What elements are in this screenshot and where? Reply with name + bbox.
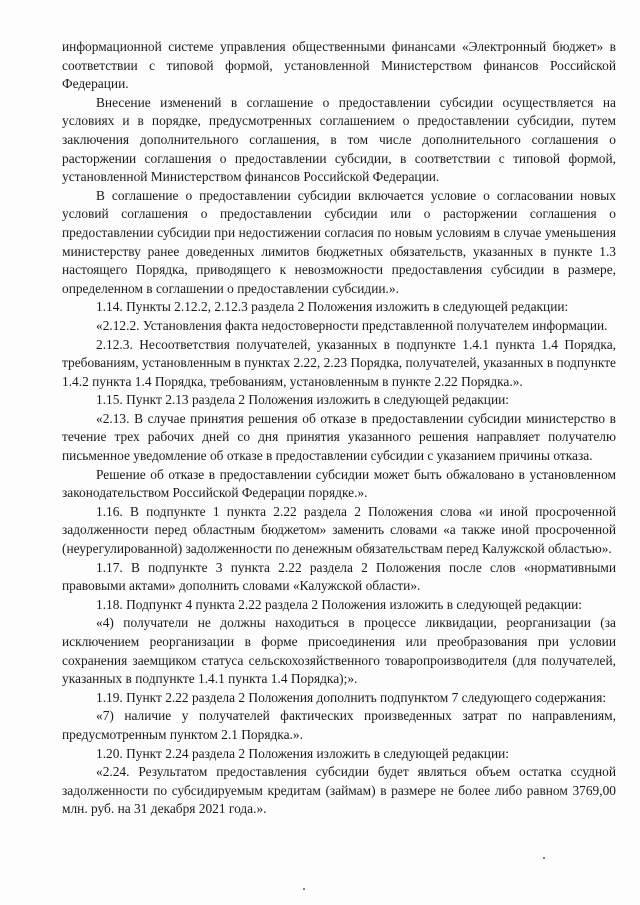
paragraph-17: «2.24. Результатом предоставления субсидии будет являться объем остатка ссудной задолженности по субсидируемым кредитам (займам) в размере не более либо равном 3769,00 млн. руб. на 31 декабря 2021 года.». [62,764,616,817]
scan-speck [303,888,305,890]
paragraph-5: «2.12.2. Установления факта недостоверности представленной получателем информации. [96,317,608,333]
paragraph-15: «7) наличие у получателей фактических произведенных затрат по направлениям, предусмотренным пунктом 2.1 Порядка.». [62,708,616,742]
paragraph-2: Внесение изменений в соглашение о предоставлении субсидии осуществляется на условиях и в порядке, предусмотренных соглашением о предоставлении субсидии, путем заключения дополнительного соглашения, в том числе дополнительного соглашения о расторжении соглашения о предоставлении субсидии, в соответствии с типовой формой, установленной Министерством финансов Российской Федерации. [62,94,616,185]
paragraph-13: «4) получатели не должны находиться в процессе ликвидации, реорганизации (за исключением реорганизации в форме присоединения или преобразования при условии сохранения заемщиком статуса сельскохозяйственного товаропроизводителя (для получателей, указанных в подпункте 1.4.1 пункта 1.4 Порядка);». [62,615,616,687]
paragraph-1: информационной системе управления общественными финансами «Электронный бюджет» в соответствии с типовой формой, установленной Министерством финансов Российской Федерации. [62,39,616,92]
paragraph-7: 1.15. Пункт 2.13 раздела 2 Положения изложить в следующей редакции: [96,392,510,408]
paragraph-14: 1.19. Пункт 2.22 раздела 2 Положения дополнить подпунктом 7 следующего содержания: [96,689,607,705]
paragraph-10: 1.16. В подпункте 1 пункта 2.22 раздела 2 Положения слова «и иной просроченной задолженности перед областным бюджетом» заменить словами «а также иной просроченной (неурегулированной) задолженности по денежным обязательствам перед Калужской областью». [62,503,616,557]
paragraph-9: Решение об отказе в предоставлении субсидии может быть обжаловано в установленном законодательством Российской Федерации порядке.». [62,466,616,501]
paragraph-3: В соглашение о предоставлении субсидии включается условие о согласовании новых условий соглашения о предоставлении субсидии или о расторжении соглашения о предоставлении субсидии при недостижении согласия по новым условиям в случае уменьшения министерству ранее доведенных лимитов бюджетных обязательств, указанных в пункте 1.3 настоящего Порядка, приводящего к невозможности предоставления субсидии в размере, определенном в соглашении о предоставлении субсидии.». [62,187,616,296]
paragraph-4: 1.14. Пункты 2.12.2, 2.12.3 раздела 2 Положения изложить в следующей редакции: [96,299,569,315]
paragraph-12: 1.18. Подпункт 4 пункта 2.22 раздела 2 Положения изложить в следующей редакции: [96,596,583,612]
paragraph-16: 1.20. Пункт 2.24 раздела 2 Положения изложить в следующей редакции: [96,745,510,761]
paragraph-8: «2.13. В случае принятия решения об отказе в предоставлении субсидии министерство в течение трех рабочих дней со дня принятия указанного решения направляет получателю письменное уведомление об отказе в предоставлении субсидии с указанием причины отказа. [62,410,616,464]
paragraph-11: 1.17. В подпункте 3 пункта 2.22 раздела 2 Положения после слов «нормативными правовыми актами» дополнить словами «Калужской области». [62,559,616,594]
document-body [62,38,616,819]
paragraph-6: 2.12.3. Несоответствия получателей, указанных в подпункте 1.4.1 пункта 1.4 Порядка, требованиям, установленным в пунктах 2.22, 2.23 Порядка, получателей, указанных в подпункте 1.4.2 пункта 1.4 Порядка, требованиям, установленным в пункте 2.22 Порядка.». [62,336,616,389]
scan-speck [543,857,545,859]
